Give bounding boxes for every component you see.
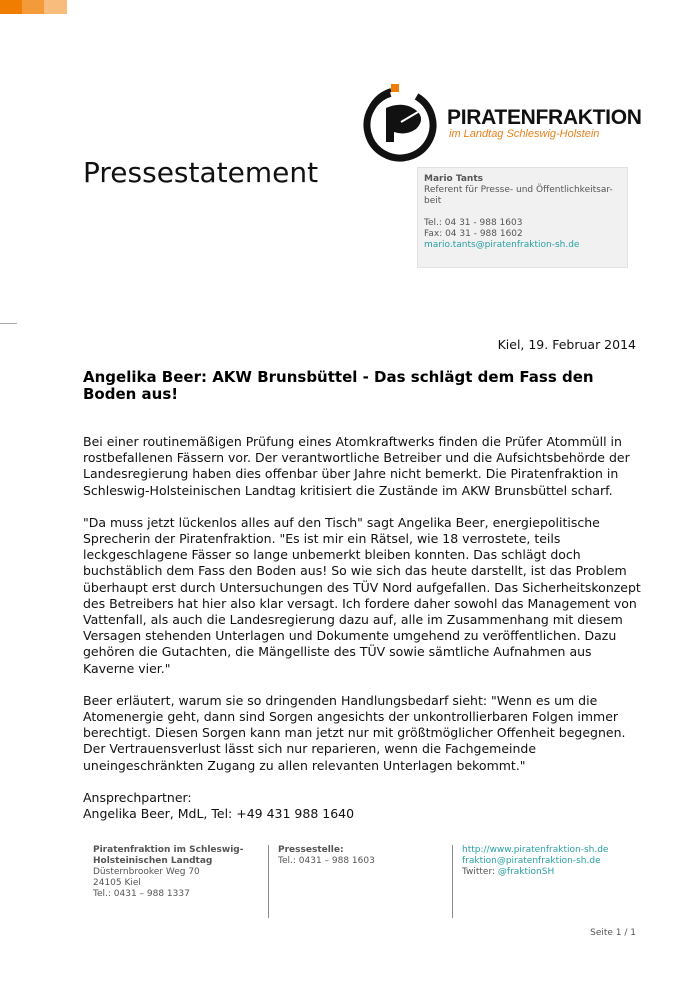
twitter-handle-link[interactable]: @fraktionSH bbox=[497, 867, 555, 877]
header-stripe-light bbox=[44, 0, 67, 14]
header-stripe-dark bbox=[0, 0, 22, 14]
footer-press-tel: Tel.: 0431 – 988 1603 bbox=[278, 856, 375, 866]
footer-tel: Tel.: 0431 – 988 1337 bbox=[93, 889, 190, 899]
footer-org: Piratenfraktion im Schleswig-Holsteinischen Landtag bbox=[93, 845, 244, 866]
footer-address bbox=[93, 845, 263, 900]
footer-street: Düsternbrooker Weg 70 bbox=[93, 867, 200, 877]
footer-divider bbox=[452, 845, 453, 918]
fold-mark bbox=[0, 323, 17, 324]
date-line: Kiel, 19. Februar 2014 bbox=[497, 337, 636, 352]
footer-links bbox=[462, 845, 662, 878]
footer-press-label: Pressestelle: bbox=[278, 845, 344, 855]
logo-subtitle: im Landtag Schleswig-Holstein bbox=[449, 128, 600, 140]
footer-city: 24105 Kiel bbox=[93, 878, 141, 888]
footer-twitter bbox=[462, 867, 662, 878]
contact-person bbox=[83, 790, 643, 822]
paragraph: Bei einer routinemäßigen Prüfung eines Atomkraftwerks finden die Prüfer Atommüll in rostbefallenen Fässern vor. Der verantwortliche Betreiber und die Aufsichtsbehörde der Landesregierung haben dies offenbar über Jahre nicht bemerkt. Die Piratenfraktion in Schleswig-Holsteinischen Landtag kritisiert die Zustände im AKW Brunsbüttel scharf. bbox=[83, 434, 630, 498]
headline: Angelika Beer: AKW Brunsbüttel - Das schlägt dem Fass den Boden aus! bbox=[83, 368, 594, 403]
footer-website-link[interactable]: http://www.piratenfraktion-sh.de bbox=[462, 845, 609, 855]
document-type-title: Pressestatement bbox=[83, 156, 319, 189]
footer-press bbox=[278, 845, 448, 867]
pirate-party-logo-icon bbox=[361, 84, 439, 162]
logo-title: PIRATENFRAKTION bbox=[447, 106, 642, 129]
footer-email-link[interactable]: fraktion@piratenfraktion-sh.de bbox=[462, 856, 601, 866]
contact-tel: Tel.: 04 31 - 988 1603 bbox=[424, 218, 523, 228]
press-contact-box bbox=[417, 167, 628, 268]
paragraph: Beer erläutert, warum sie so dringenden Handlungsbedarf sieht: "Wenn es um die Atomenergie geht, dann sind Sorgen angesichts der unkontrollierbaren Folgen immer berechtigt. Diesen Sorgen kann man jetzt nur mit größtmöglicher Offenheit begegnen. Der Vertrauensverlust lässt sich nur reparieren, wenn die Fachgemeinde uneingeschränkten Zugang zu allen relevanten Unterlagen bekommt." bbox=[83, 692, 626, 773]
page-number: Seite 1 / 1 bbox=[590, 928, 636, 938]
twitter-label: Twitter: bbox=[462, 867, 498, 877]
footer-divider bbox=[268, 845, 269, 918]
contact-person-label: Ansprechpartner: bbox=[83, 789, 192, 805]
article-body bbox=[83, 434, 643, 822]
contact-fax: Fax: 04 31 - 988 1602 bbox=[424, 229, 523, 239]
contact-email-link[interactable]: mario.tants@piratenfraktion-sh.de bbox=[424, 240, 580, 250]
contact-person-value: Angelika Beer, MdL, Tel: +49 431 988 1640 bbox=[83, 806, 355, 822]
header-stripe-mid bbox=[22, 0, 44, 14]
contact-role: Referent für Presse- und Öffentlichkeitsar-beit bbox=[424, 185, 613, 206]
paragraph: "Da muss jetzt lückenlos alles auf den Tisch" sagt Angelika Beer, energiepolitische Sprecherin der Piratenfraktion. "Es ist mir ein Rätsel, wie 18 verrostete, teils leckgeschlagene Fässer so lange unbemerkt bleiben konnten. Das schlägt doch buchstäblich dem Fass den Boden aus! So wie sich das heute darstellt, ist das Problem überhaupt erst durch Untersuchungen des TÜV Nord aufgefallen. Das Sicherheitskonzept des Betreibers hat hier also klar versagt. Ich fordere daher sowohl das Management von Vattenfall, als auch die Landesregierung dazu auf, alle im Zusammenhang mit diesem Versagen stehenden Unterlagen und Dokumente umgehend zu veröffentlichen. Dazu gehören die Gutachten, die Mängelliste des TÜV sowie sämtliche Aufnahmen aus Kaverne vier." bbox=[83, 514, 641, 676]
contact-name: Mario Tants bbox=[424, 174, 483, 184]
